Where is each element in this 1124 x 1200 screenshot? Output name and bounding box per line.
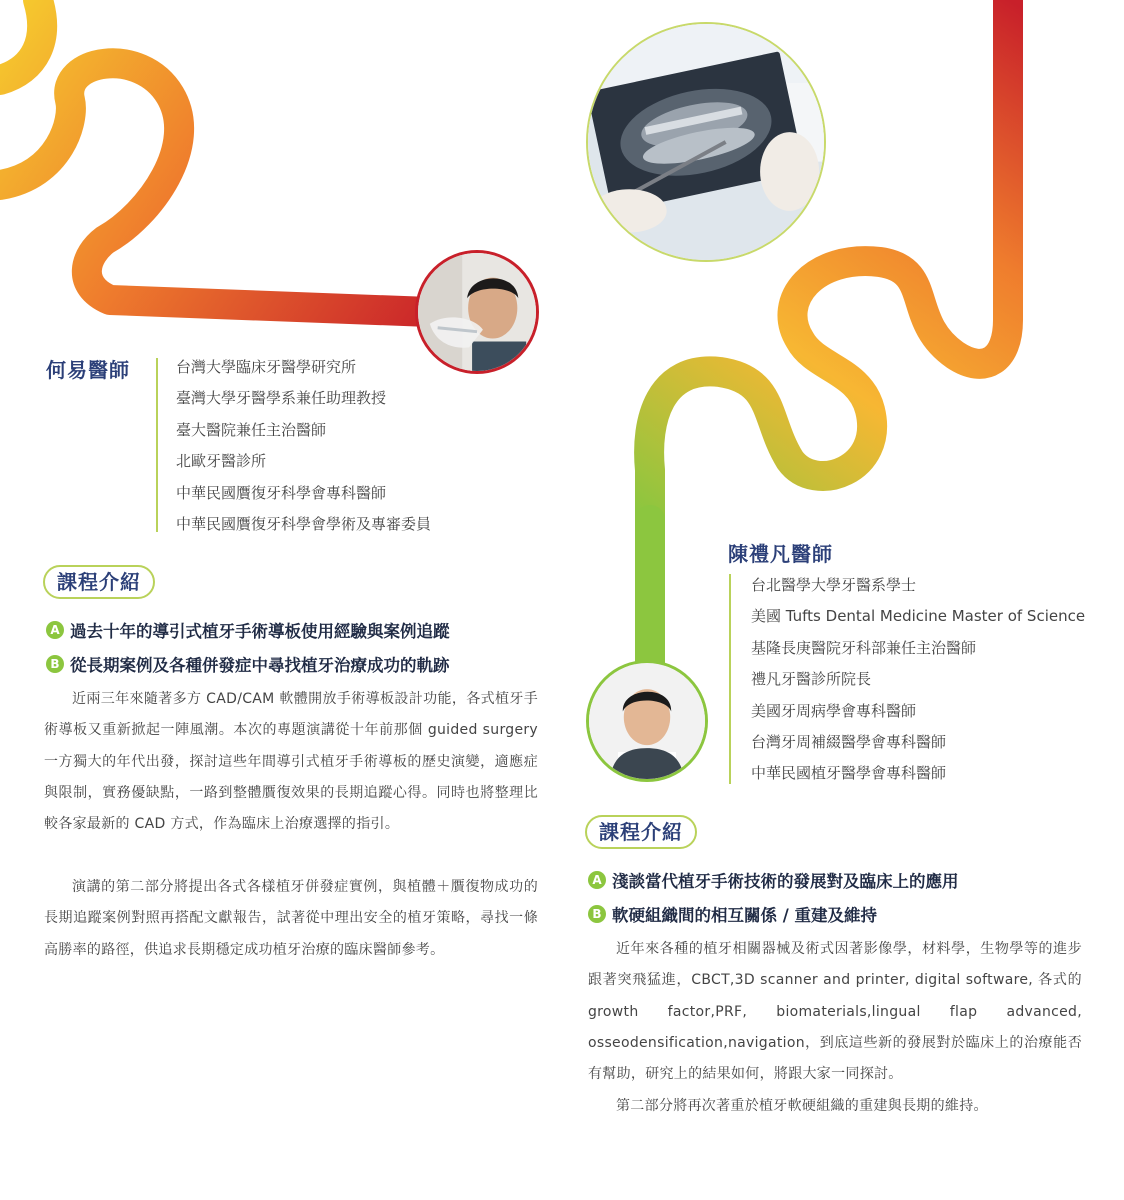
topic-badge-b: B	[588, 905, 606, 923]
xray-photo	[586, 22, 826, 262]
left-topic-a	[46, 618, 450, 642]
credential-item: 中華民國贋復牙科學會學術及專審委員	[176, 515, 432, 534]
topic-text: 過去十年的導引式植牙手術導板使用經驗與案例追蹤	[70, 622, 450, 641]
left-credentials-list	[176, 352, 431, 540]
credential-item: 美國牙周病學會專科醫師	[751, 701, 917, 720]
left-credentials-divider	[156, 358, 158, 532]
credential-item: 美國 Tufts Dental Medicine Master of Science	[751, 607, 1086, 626]
credential-item: 臺大醫院兼任主治醫師	[176, 420, 327, 439]
right-paragraph-2: 第二部分將再次著重於植牙軟硬組織的重建與長期的維持。	[616, 1098, 988, 1114]
credential-item: 中華民國贋復牙科學會專科醫師	[176, 483, 387, 502]
topic-text: 淺談當代植牙手術技術的發展對及臨床上的應用	[612, 872, 959, 891]
right-paragraph-1: 近年來各種的植牙相關器械及術式因著影像學，材料學，生物學等的進步跟著突飛猛進，CBCT,3D scanner and printer, digital software, 各式的 growth factor,PRF, biomaterials,lingual flap advanced, osseodensification,navigation，到底這些新的發展對於臨床上的治療能否有幫助，研究上的結果如何，將跟大家一同探討。	[588, 941, 1082, 1083]
right-credentials-divider	[729, 574, 731, 784]
topic-badge-a: A	[46, 621, 64, 639]
credential-item: 北歐牙醫診所	[176, 452, 267, 471]
portrait-right-doctor	[586, 660, 708, 782]
right-topic-a	[588, 868, 959, 892]
credential-item: 中華民國植牙醫學會專科醫師	[751, 764, 947, 783]
right-credentials-list	[751, 570, 1085, 790]
credential-item: 台灣牙周補綴醫學會專科醫師	[751, 733, 947, 752]
left-course-label: 課程介紹	[43, 565, 155, 599]
right-topic-b	[588, 902, 877, 926]
right-course-label: 課程介紹	[585, 815, 697, 849]
topic-badge-b: B	[46, 655, 64, 673]
credential-item: 基隆長庚醫院牙科部兼任主治醫師	[751, 638, 977, 657]
credential-item: 臺灣大學牙醫學系兼任助理教授	[176, 389, 387, 408]
topic-text: 軟硬組織間的相互關係 / 重建及維持	[612, 906, 878, 925]
portrait-left-doctor	[415, 250, 539, 374]
left-doctor-name: 何易醫師	[46, 358, 130, 382]
topic-text: 從長期案例及各種併發症中尋找植牙治療成功的軌跡	[70, 656, 450, 675]
credential-item: 禮凡牙醫診所院長	[751, 670, 872, 689]
right-doctor-name: 陳禮凡醫師	[728, 542, 833, 566]
credential-item: 台北醫學大學牙醫系學士	[751, 576, 917, 594]
topic-badge-a: A	[588, 871, 606, 889]
left-paragraph-1: 近兩三年來隨著多方 CAD/CAM 軟體開放手術導板設計功能，各式植牙手術導板又重新掀起一陣風潮。本次的專題演講從十年前那個 guided surgery 一方獨大的年代出發，探討這些年間導引式植牙手術導板的歷史演變，適應症與限制，實務優缺點，一路到整體贋復效果的長期追蹤心得。同時也將整理比較各家最新的 CAD 方式，作為臨床上治療選擇的指引。	[44, 691, 538, 833]
left-paragraph-2: 演講的第二部分將提出各式各樣植牙併發症實例，與植體＋贋復物成功的長期追蹤案例對照再搭配文獻報告，試著從中理出安全的植牙策略，尋找一條高勝率的路徑，供追求長期穩定成功植牙治療的臨床醫師參考。	[44, 879, 538, 958]
left-topic-b	[46, 652, 450, 676]
credential-item: 台灣大學臨床牙醫學研究所	[176, 358, 357, 376]
